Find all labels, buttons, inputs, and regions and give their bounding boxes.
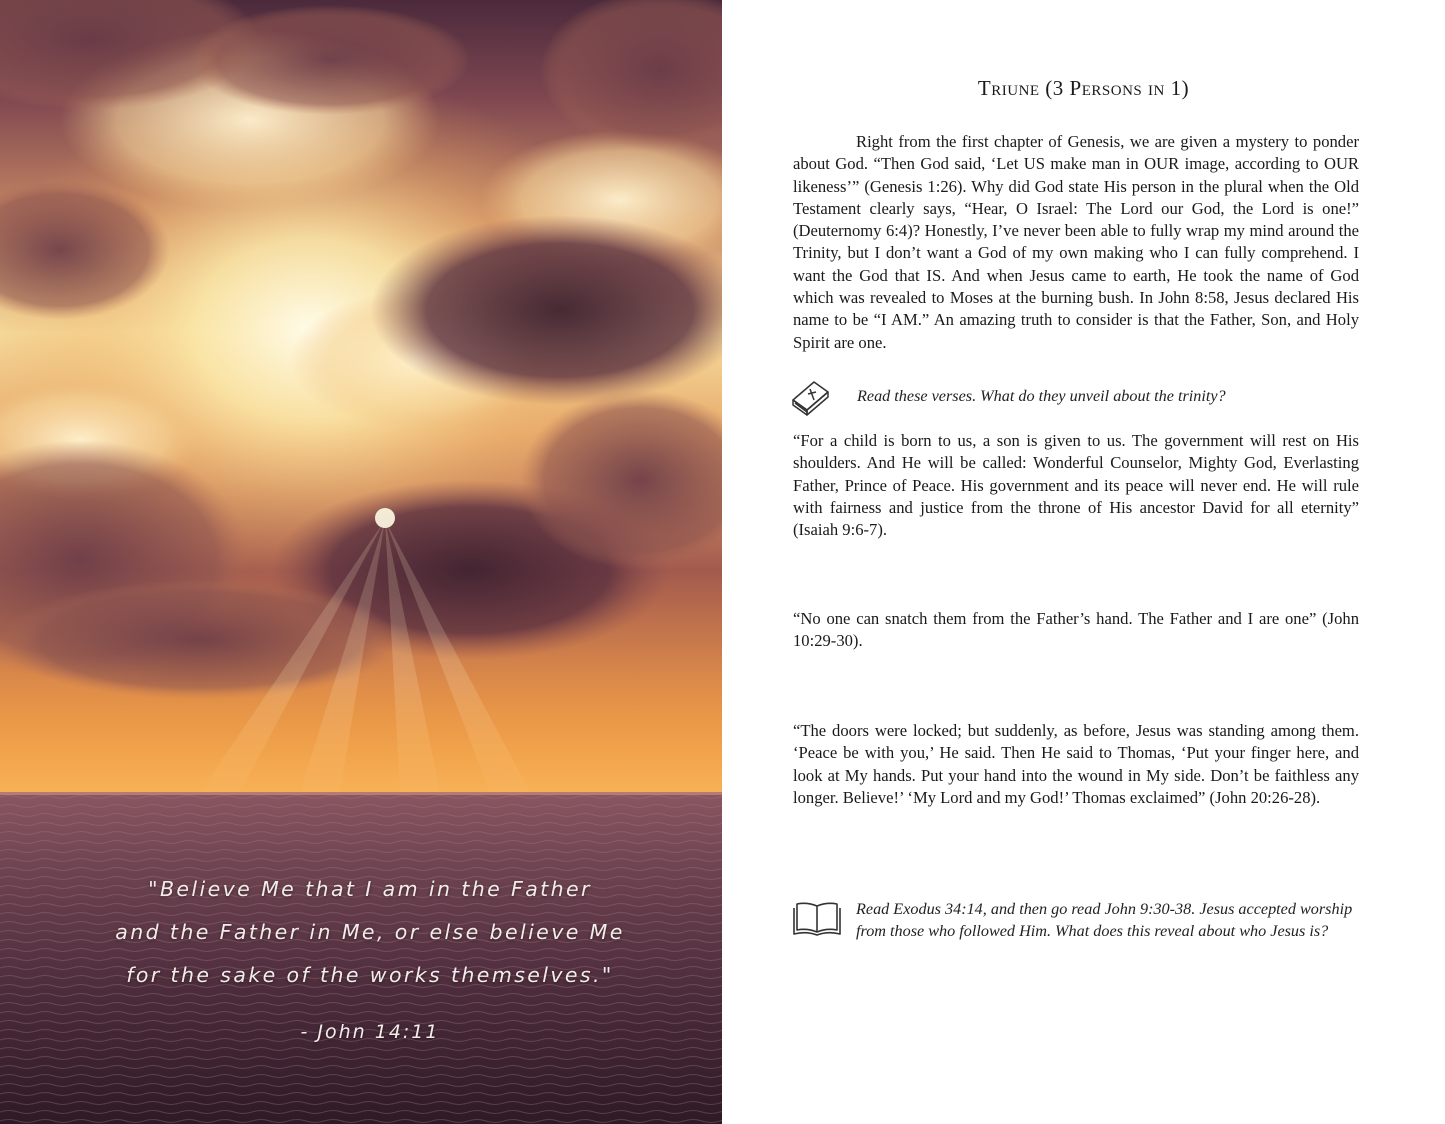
verse-isaiah: “For a child is born to us, a son is given to us. The government will rest on His shoulders. And He will be called: Wonderful Counselor, Mighty God, Everlasting Father, Prince of Peace. His government and its peace will never end. He will rule with fairness and justice from the throne of His ancestor David for all eternity” (Isaiah 9:6-7).	[793, 431, 1359, 540]
verse-john-10: “No one can snatch them from the Father’s hand. The Father and I are one” (John 10:29-30).	[793, 609, 1359, 651]
verse-john-20: “The doors were locked; but suddenly, as before, Jesus was standing among them. ‘Peace be with you,’ He said. Then He said to Thomas, ‘Put your finger here, and look at My hands. Put your hand into the wound in My side. Don’t be faithless any longer. Believe!’ ‘My Lord and my God!’ Thomas exclaimed” (John 20:26-28).	[793, 721, 1359, 807]
open-book-icon	[793, 900, 841, 938]
page-title: Triune (3 Persons in 1)	[977, 76, 1190, 100]
quote-line-2: and the Father in Me, or else believe Me	[115, 920, 625, 944]
quote-reference: - John 14:11	[300, 1021, 440, 1043]
prompt-1: Read these verses. What do they unveil about the trinity?	[857, 387, 1226, 405]
scripture-quote	[0, 868, 722, 1054]
intro-paragraph: Right from the first chapter of Genesis, we are given a mystery to ponder about God. “Then God said, ‘Let US make man in OUR image, according to OUR likeness’” (Genesis 1:26). Why did God state His person in the plural when the Old Testament clearly says, “Hear, O Israel: The Lord our God, the Lord is one!” (Deuternomy 6:4)? Honestly, I’ve never been able to fully wrap my mind around the Trinity, but I don’t want a God of my own making who I can fully comprehend. I want the God that IS. And when Jesus came to earth, He took the name of God which was revealed to Moses at the burning bush. In John 8:58, Jesus declared His name to be “I AM.” An amazing truth to consider is that the Father, Son, and Holy Spirit are one.	[793, 132, 1359, 352]
photo-page	[0, 0, 722, 1124]
text-page	[722, 0, 1445, 1124]
closed-bible-icon	[790, 376, 832, 416]
quote-line-3: for the sake of the works themselves."	[126, 963, 614, 987]
sunset-sky-image	[0, 0, 722, 792]
prompt-2: Read Exodus 34:14, and then go read John 9:30-38. Jesus accepted worship from those who followed Him. What does this reveal about who Jesus is?	[856, 900, 1353, 941]
quote-line-1: "Believe Me that I am in the Father	[148, 877, 592, 901]
